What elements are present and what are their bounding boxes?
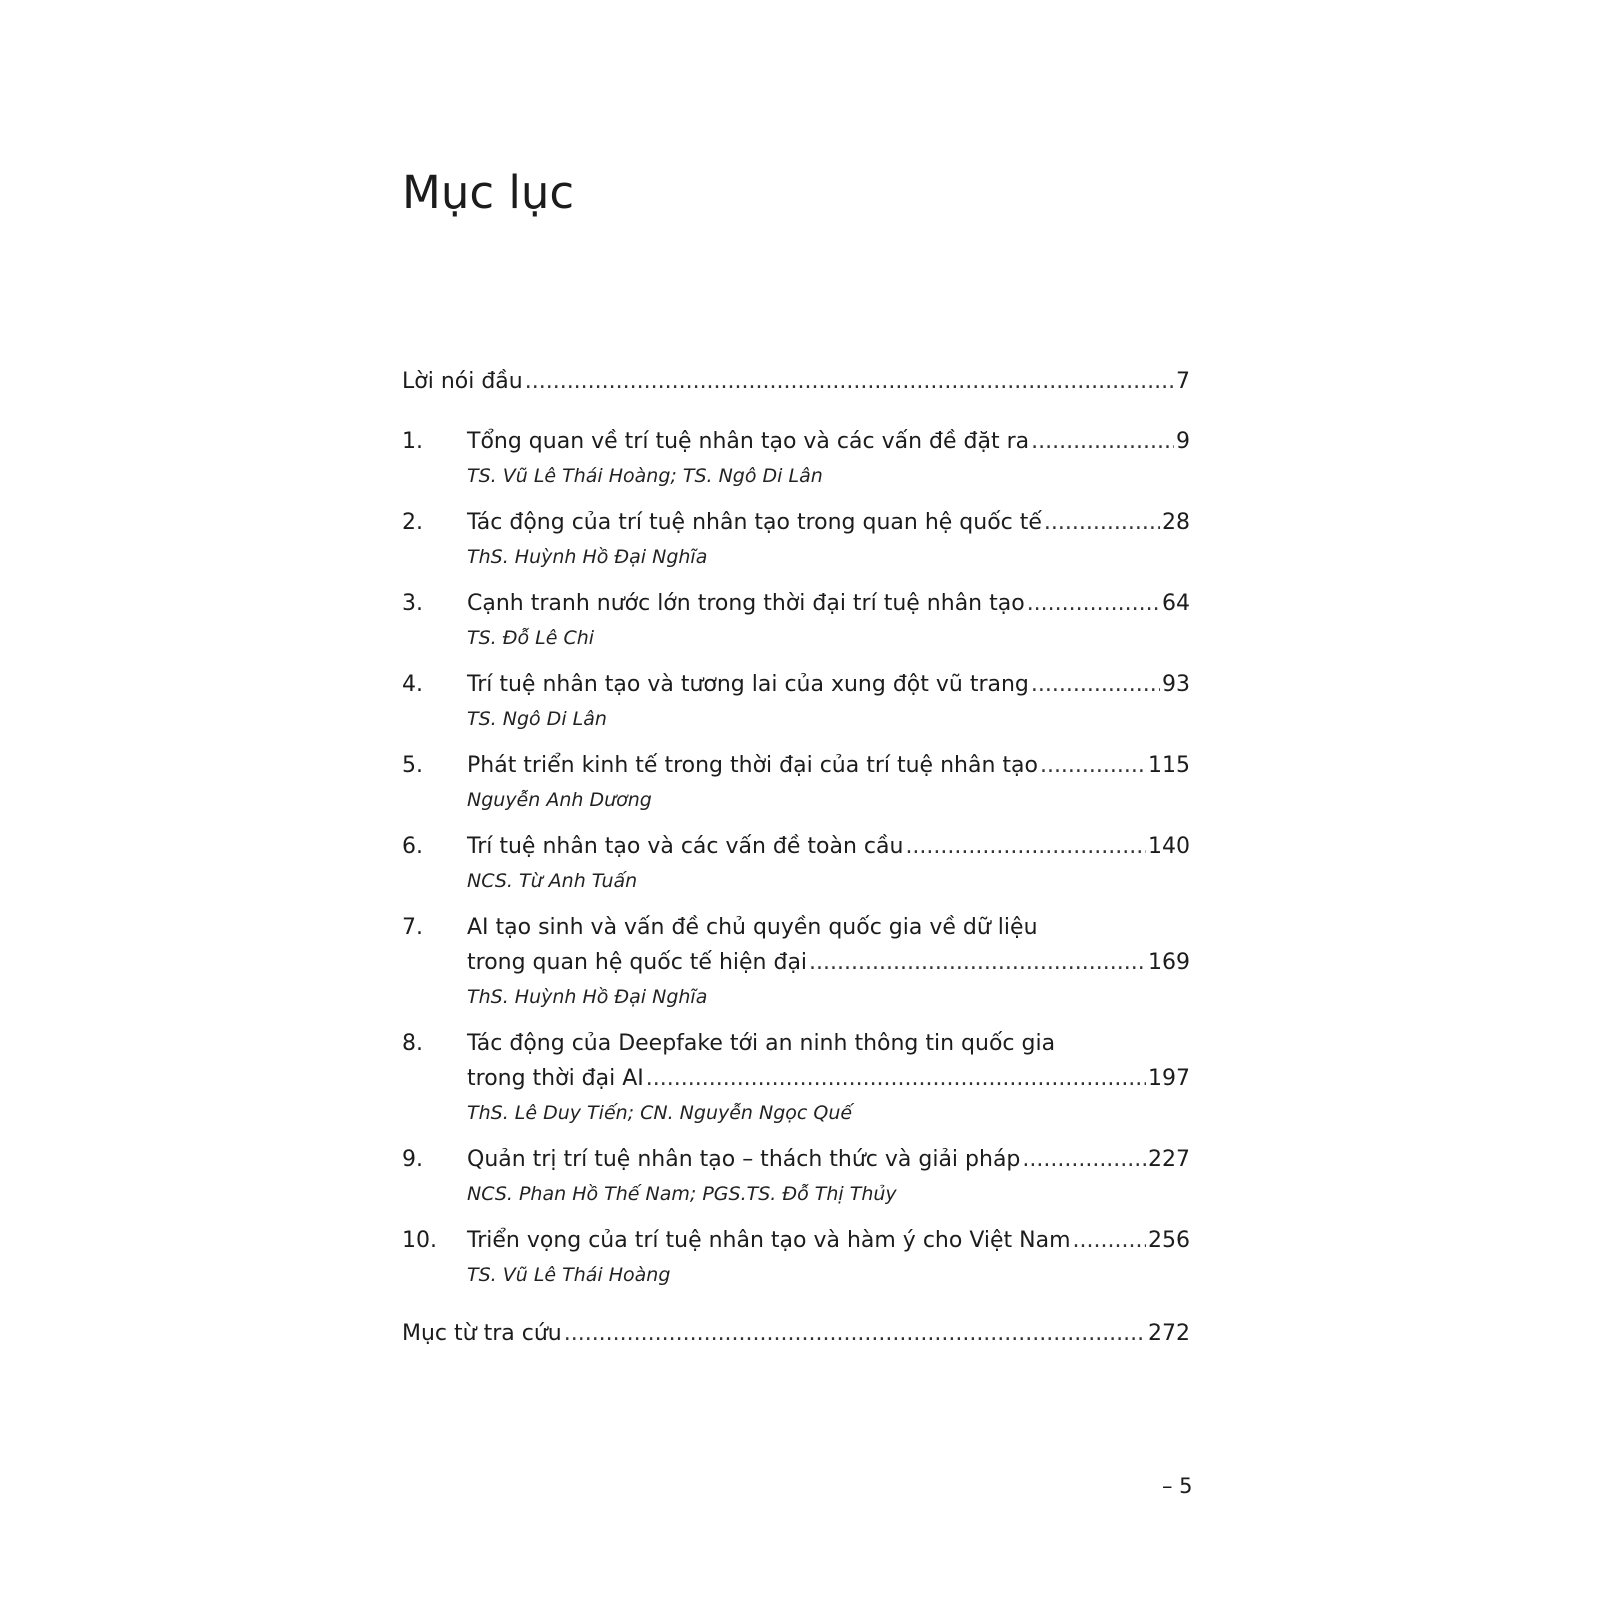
toc-entry-author: TS. Đỗ Lê Chi xyxy=(467,627,595,649)
toc-entry-number: 7. xyxy=(402,915,423,940)
toc-entry-title-line2: trong thời đại AI xyxy=(467,1066,644,1091)
dot-leader xyxy=(646,1065,1146,1094)
toc-entry-author: Nguyễn Anh Dương xyxy=(467,789,652,811)
toc-entry-author: ThS. Lê Duy Tiến; CN. Nguyễn Ngọc Quế xyxy=(467,1102,853,1124)
toc-entry[interactable] xyxy=(402,1146,1190,1178)
dot-leader xyxy=(1031,428,1174,457)
toc-entry[interactable] xyxy=(402,428,1190,460)
toc-preface[interactable] xyxy=(402,368,1190,400)
toc-entry-number: 6. xyxy=(402,834,423,859)
dot-leader xyxy=(905,833,1146,862)
toc-entry-title: Trí tuệ nhân tạo và các vấn đề toàn cầu xyxy=(467,834,904,859)
toc-entry-author: TS. Vũ Lê Thái Hoàng; TS. Ngô Di Lân xyxy=(467,465,823,487)
toc-entry[interactable] xyxy=(402,509,1190,541)
toc-entry-number: 1. xyxy=(402,429,423,454)
page-title: Mục lục xyxy=(402,166,575,219)
toc-entry-continuation[interactable] xyxy=(402,949,1190,981)
toc-entry[interactable] xyxy=(402,1227,1190,1259)
toc-entry[interactable] xyxy=(402,752,1190,784)
toc-entry[interactable] xyxy=(402,671,1190,703)
toc-entry-page: 140 xyxy=(1148,834,1190,859)
toc-entry-title: Cạnh tranh nước lớn trong thời đại trí tuệ nhân tạo xyxy=(467,591,1025,616)
dot-leader xyxy=(1073,1227,1146,1256)
toc-entry-number: 8. xyxy=(402,1031,423,1056)
toc-entry-title: Triển vọng của trí tuệ nhân tạo và hàm ý cho Việt Nam xyxy=(467,1228,1071,1253)
toc-entry-author: TS. Ngô Di Lân xyxy=(467,708,607,730)
toc-entry-title-line2: trong quan hệ quốc tế hiện đại xyxy=(467,950,808,975)
toc-entry-page: 115 xyxy=(1148,753,1190,778)
toc-entry-page: 197 xyxy=(1148,1066,1190,1091)
toc-entry-title: Quản trị trí tuệ nhân tạo – thách thức và giải pháp xyxy=(467,1147,1021,1172)
toc-entry-continuation[interactable] xyxy=(402,1065,1190,1097)
toc-entry-page: 9 xyxy=(1176,429,1190,454)
toc-entry-page: 28 xyxy=(1162,510,1190,535)
toc-entry-author: NCS. Từ Anh Tuấn xyxy=(467,870,638,892)
toc-entry-page: 64 xyxy=(1162,591,1190,616)
toc-entry-title: Phát triển kinh tế trong thời đại của trí tuệ nhân tạo xyxy=(467,753,1038,778)
toc-entry[interactable] xyxy=(402,590,1190,622)
dot-leader xyxy=(525,368,1174,397)
page-number: – 5 xyxy=(1162,1474,1193,1498)
dot-leader xyxy=(1022,1146,1146,1175)
toc-entry-number: 10. xyxy=(402,1228,437,1253)
toc-preface-label: Lời nói đầu xyxy=(402,369,523,394)
toc-entry-number: 4. xyxy=(402,672,423,697)
toc-index-label: Mục từ tra cứu xyxy=(402,1321,562,1346)
toc-entry-title: Trí tuệ nhân tạo và tương lai của xung đột vũ trang xyxy=(467,672,1029,697)
toc-entry-title: Tổng quan về trí tuệ nhân tạo và các vấn đề đặt ra xyxy=(467,429,1030,454)
toc-entry[interactable] xyxy=(402,914,1190,946)
toc-entry-number: 5. xyxy=(402,753,423,778)
dot-leader xyxy=(564,1320,1146,1349)
toc-entry-page: 93 xyxy=(1162,672,1190,697)
toc-index-page: 272 xyxy=(1148,1321,1190,1346)
toc-entry[interactable] xyxy=(402,833,1190,865)
toc-preface-page: 7 xyxy=(1176,369,1190,394)
toc-entry-number: 3. xyxy=(402,591,423,616)
toc-entry-page: 256 xyxy=(1148,1228,1190,1253)
toc-entry-title: Tác động của trí tuệ nhân tạo trong quan hệ quốc tế xyxy=(467,510,1042,535)
dot-leader xyxy=(809,949,1146,978)
dot-leader xyxy=(1044,509,1160,538)
toc-entry-author: ThS. Huỳnh Hồ Đại Nghĩa xyxy=(467,546,708,568)
dot-leader xyxy=(1031,671,1160,700)
toc-entry-author: TS. Vũ Lê Thái Hoàng xyxy=(467,1264,671,1286)
toc-entry-title-line1: AI tạo sinh và vấn đề chủ quyền quốc gia về dữ liệu xyxy=(467,915,1038,940)
toc-entry-page: 227 xyxy=(1148,1147,1190,1172)
dot-leader xyxy=(1040,752,1146,781)
toc-entry-author: NCS. Phan Hồ Thế Nam; PGS.TS. Đỗ Thị Thủy xyxy=(467,1183,897,1205)
toc-entry-page: 169 xyxy=(1148,950,1190,975)
toc-entry[interactable] xyxy=(402,1030,1190,1062)
toc-index[interactable] xyxy=(402,1320,1190,1352)
toc-entry-number: 9. xyxy=(402,1147,423,1172)
dot-leader xyxy=(1027,590,1160,619)
toc-entry-author: ThS. Huỳnh Hồ Đại Nghĩa xyxy=(467,986,708,1008)
toc-entry-number: 2. xyxy=(402,510,423,535)
toc-entry-title-line1: Tác động của Deepfake tới an ninh thông tin quốc gia xyxy=(467,1031,1056,1056)
